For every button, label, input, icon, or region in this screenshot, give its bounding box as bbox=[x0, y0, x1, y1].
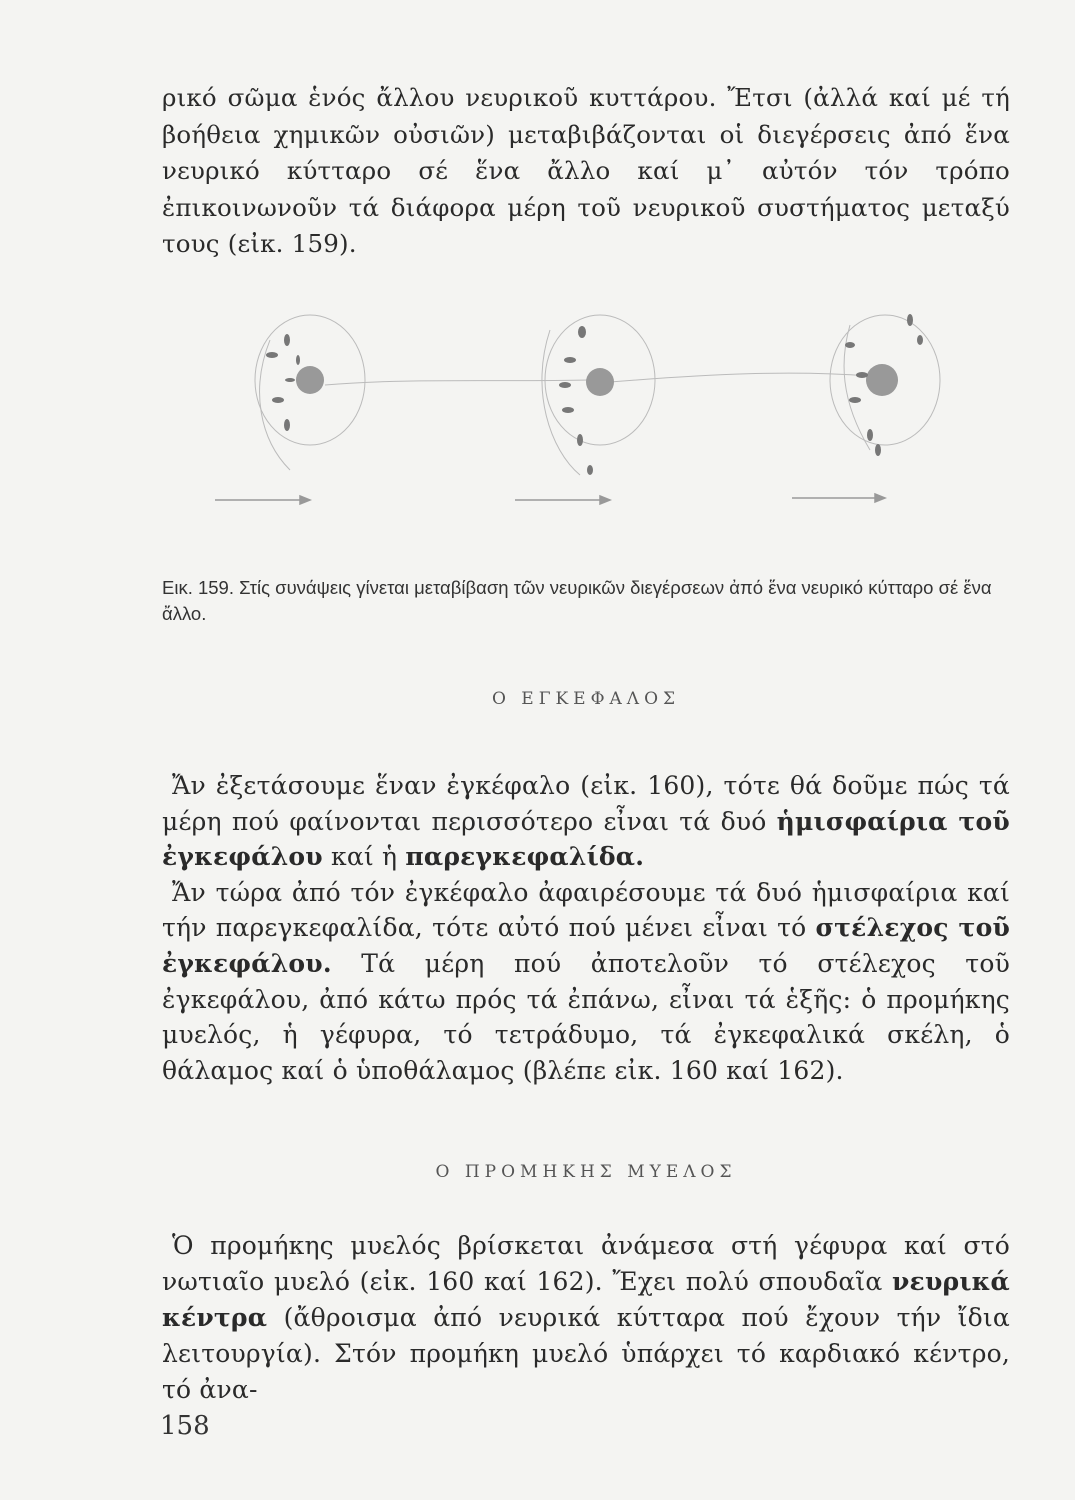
medulla-paragraph bbox=[162, 1228, 1010, 1408]
medulla-text: Ὁ προμήκης μυελός βρίσκεται ἀνάμεσα στή γέφυρα καί στό νωτιαῖο μυελό (εἰκ. 160 καί 162). Ἔχει πολύ σπουδαῖα bbox=[162, 1231, 1010, 1296]
brain-p2-rest: Τά μέρη πού ἀποτελοῦν τό στέλεχος τοῦ ἐγκεφάλου, ἀπό κάτω πρός τά ἐπάνω, εἶναι τά ἑξῆς: ὁ προμήκης μυελός, ἡ γέφυρα, τό τετράδυμο, τά ἐγκεφαλικά σκέλη, ὁ θάλαμος καί ὁ ὑποθάλαμος (βλέπε εἰκ. 160 καί 162). bbox=[162, 948, 1010, 1085]
section-heading-medulla: Ο ΠΡΟΜΗΚΗΣ ΜΥΕΛΟΣ bbox=[435, 1162, 737, 1182]
figure-caption: Εικ. 159. Στίς συνάψεις γίνεται μεταβίβαση τῶν νευρικῶν διεγέρσεων ἀπό ἕνα νευρικό κύτταρο σέ ἕνα ἄλλο. bbox=[162, 577, 992, 624]
brain-p1-text: Ἄν ἐξετάσουμε ἕναν ἐγκέφαλο (εἰκ. 160), τότε θά δοῦμε πώς τά μέρη πού φαίνονται περισσότερο εἶναι τά δυό bbox=[162, 771, 1010, 836]
brain-p1-joiner: καί ἡ bbox=[322, 842, 406, 872]
brain-paragraph-1 bbox=[162, 768, 1010, 875]
section-heading-brain: Ο ΕΓΚΕΦΑΛΟΣ bbox=[491, 689, 681, 709]
brain-p2-text: Ἄν τώρα ἀπό τόν ἐγκέφαλο ἀφαιρέσουμε τά δυό ἡμισφαίρια καί τήν παρεγκεφαλίδα, τότε αὐτό πού μένει εἶναι τό bbox=[162, 877, 1010, 943]
synapse-figure bbox=[150, 300, 1010, 530]
intro-paragraph bbox=[162, 80, 1010, 263]
term-cerebellum: παρεγκεφαλίδα. bbox=[405, 842, 645, 872]
page-number: 158 bbox=[160, 1411, 210, 1441]
brain-section-text bbox=[162, 768, 1010, 1088]
intro-text: ρικό σῶμα ἑνός ἄλλου νευρικοῦ κυττάρου. Ἔτσι (ἀλλά καί μέ τή βοήθεια χημικῶν οὐσιῶν) μεταβιβάζονται οἱ διεγέρσεις ἀπό ἕνα νευρικό κύτταρο σέ ἕνα ἄλλο καί μ᾽ αὐτόν τόν τρόπο ἐπικοινωνοῦν τά διάφορα μέρη τοῦ νευρικοῦ συστήματος μεταξύ τους (εἰκ. 159). bbox=[162, 83, 1010, 259]
term-hemispheres: ἡμισφαίρια τοῦ ἐγκεφάλου bbox=[162, 806, 1010, 872]
term-nerve-centers: νευρικά κέντρα bbox=[162, 1267, 1010, 1332]
term-brainstem: στέλεχος τοῦ ἐγκεφάλου. bbox=[162, 913, 1010, 978]
medulla-text-rest: (ἄθροισμα ἀπό νευρικά κύτταρα πού ἔχουν τήν ἴδια λειτουργία). Στόν προμήκη μυελό ὑπάρχει τό καρδιακό κέντρο, τό ἀνα- bbox=[162, 1303, 1010, 1404]
medulla-section-text bbox=[162, 1228, 1010, 1408]
brain-paragraph-2 bbox=[162, 875, 1010, 1089]
